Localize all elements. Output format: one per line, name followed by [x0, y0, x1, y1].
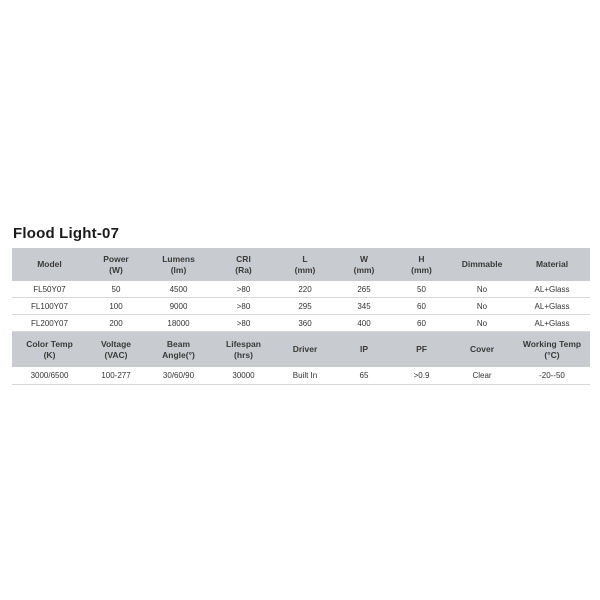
header-voltage: Voltage (VAC) [87, 332, 145, 368]
cell-power: 100 [87, 298, 145, 315]
cell-height: 60 [393, 298, 450, 315]
table-row [12, 281, 590, 298]
cell-cri: >80 [212, 315, 275, 332]
cell-width: 400 [335, 315, 393, 332]
cell-model: FL50Y07 [12, 281, 87, 298]
cell-beam-angle: 30/60/90 [145, 367, 212, 385]
header-power: Power (W) [87, 248, 145, 281]
cell-width: 265 [335, 281, 393, 298]
header-dimmable: Dimmable [450, 248, 514, 281]
cell-cri: >80 [212, 298, 275, 315]
cell-power: 200 [87, 315, 145, 332]
spec-table [12, 248, 590, 385]
header-beam-angle: Beam Angle(°) [145, 332, 212, 368]
header-length: L (mm) [275, 248, 335, 281]
cell-color-temp: 3000/6500 [12, 367, 87, 385]
cell-cover: Clear [450, 367, 514, 385]
cell-dimmable: No [450, 281, 514, 298]
table-row [12, 298, 590, 315]
cell-dimmable: No [450, 315, 514, 332]
cell-lifespan: 30000 [212, 367, 275, 385]
cell-voltage: 100-277 [87, 367, 145, 385]
cell-power: 50 [87, 281, 145, 298]
cell-working-temp: -20--50 [514, 367, 590, 385]
cell-cri: >80 [212, 281, 275, 298]
cell-height: 60 [393, 315, 450, 332]
cell-ip: 65 [335, 367, 393, 385]
header-driver: Driver [275, 332, 335, 368]
header-pf: PF [393, 332, 450, 368]
header-color-temp: Color Temp (K) [12, 332, 87, 368]
header-height: H (mm) [393, 248, 450, 281]
header-width: W (mm) [335, 248, 393, 281]
cell-lumens: 4500 [145, 281, 212, 298]
header-row-specs [12, 248, 590, 281]
table-row [12, 367, 590, 385]
cell-lumens: 18000 [145, 315, 212, 332]
cell-material: AL+Glass [514, 281, 590, 298]
header-lifespan: Lifespan (hrs) [212, 332, 275, 368]
cell-material: AL+Glass [514, 315, 590, 332]
cell-lumens: 9000 [145, 298, 212, 315]
header-working-temp: Working Temp (°C) [514, 332, 590, 368]
header-ip: IP [335, 332, 393, 368]
cell-pf: >0.9 [393, 367, 450, 385]
cell-dimmable: No [450, 298, 514, 315]
cell-length: 295 [275, 298, 335, 315]
header-material: Material [514, 248, 590, 281]
page-title: Flood Light-07 [13, 225, 120, 242]
header-row-electrical [12, 332, 590, 368]
cell-material: AL+Glass [514, 298, 590, 315]
cell-model: FL100Y07 [12, 298, 87, 315]
header-cri: CRI (Ra) [212, 248, 275, 281]
cell-length: 220 [275, 281, 335, 298]
table-row [12, 315, 590, 332]
cell-driver: Built In [275, 367, 335, 385]
cell-width: 345 [335, 298, 393, 315]
header-lumens: Lumens (lm) [145, 248, 212, 281]
cell-height: 50 [393, 281, 450, 298]
header-cover: Cover [450, 332, 514, 368]
header-model: Model [12, 248, 87, 281]
cell-model: FL200Y07 [12, 315, 87, 332]
cell-length: 360 [275, 315, 335, 332]
